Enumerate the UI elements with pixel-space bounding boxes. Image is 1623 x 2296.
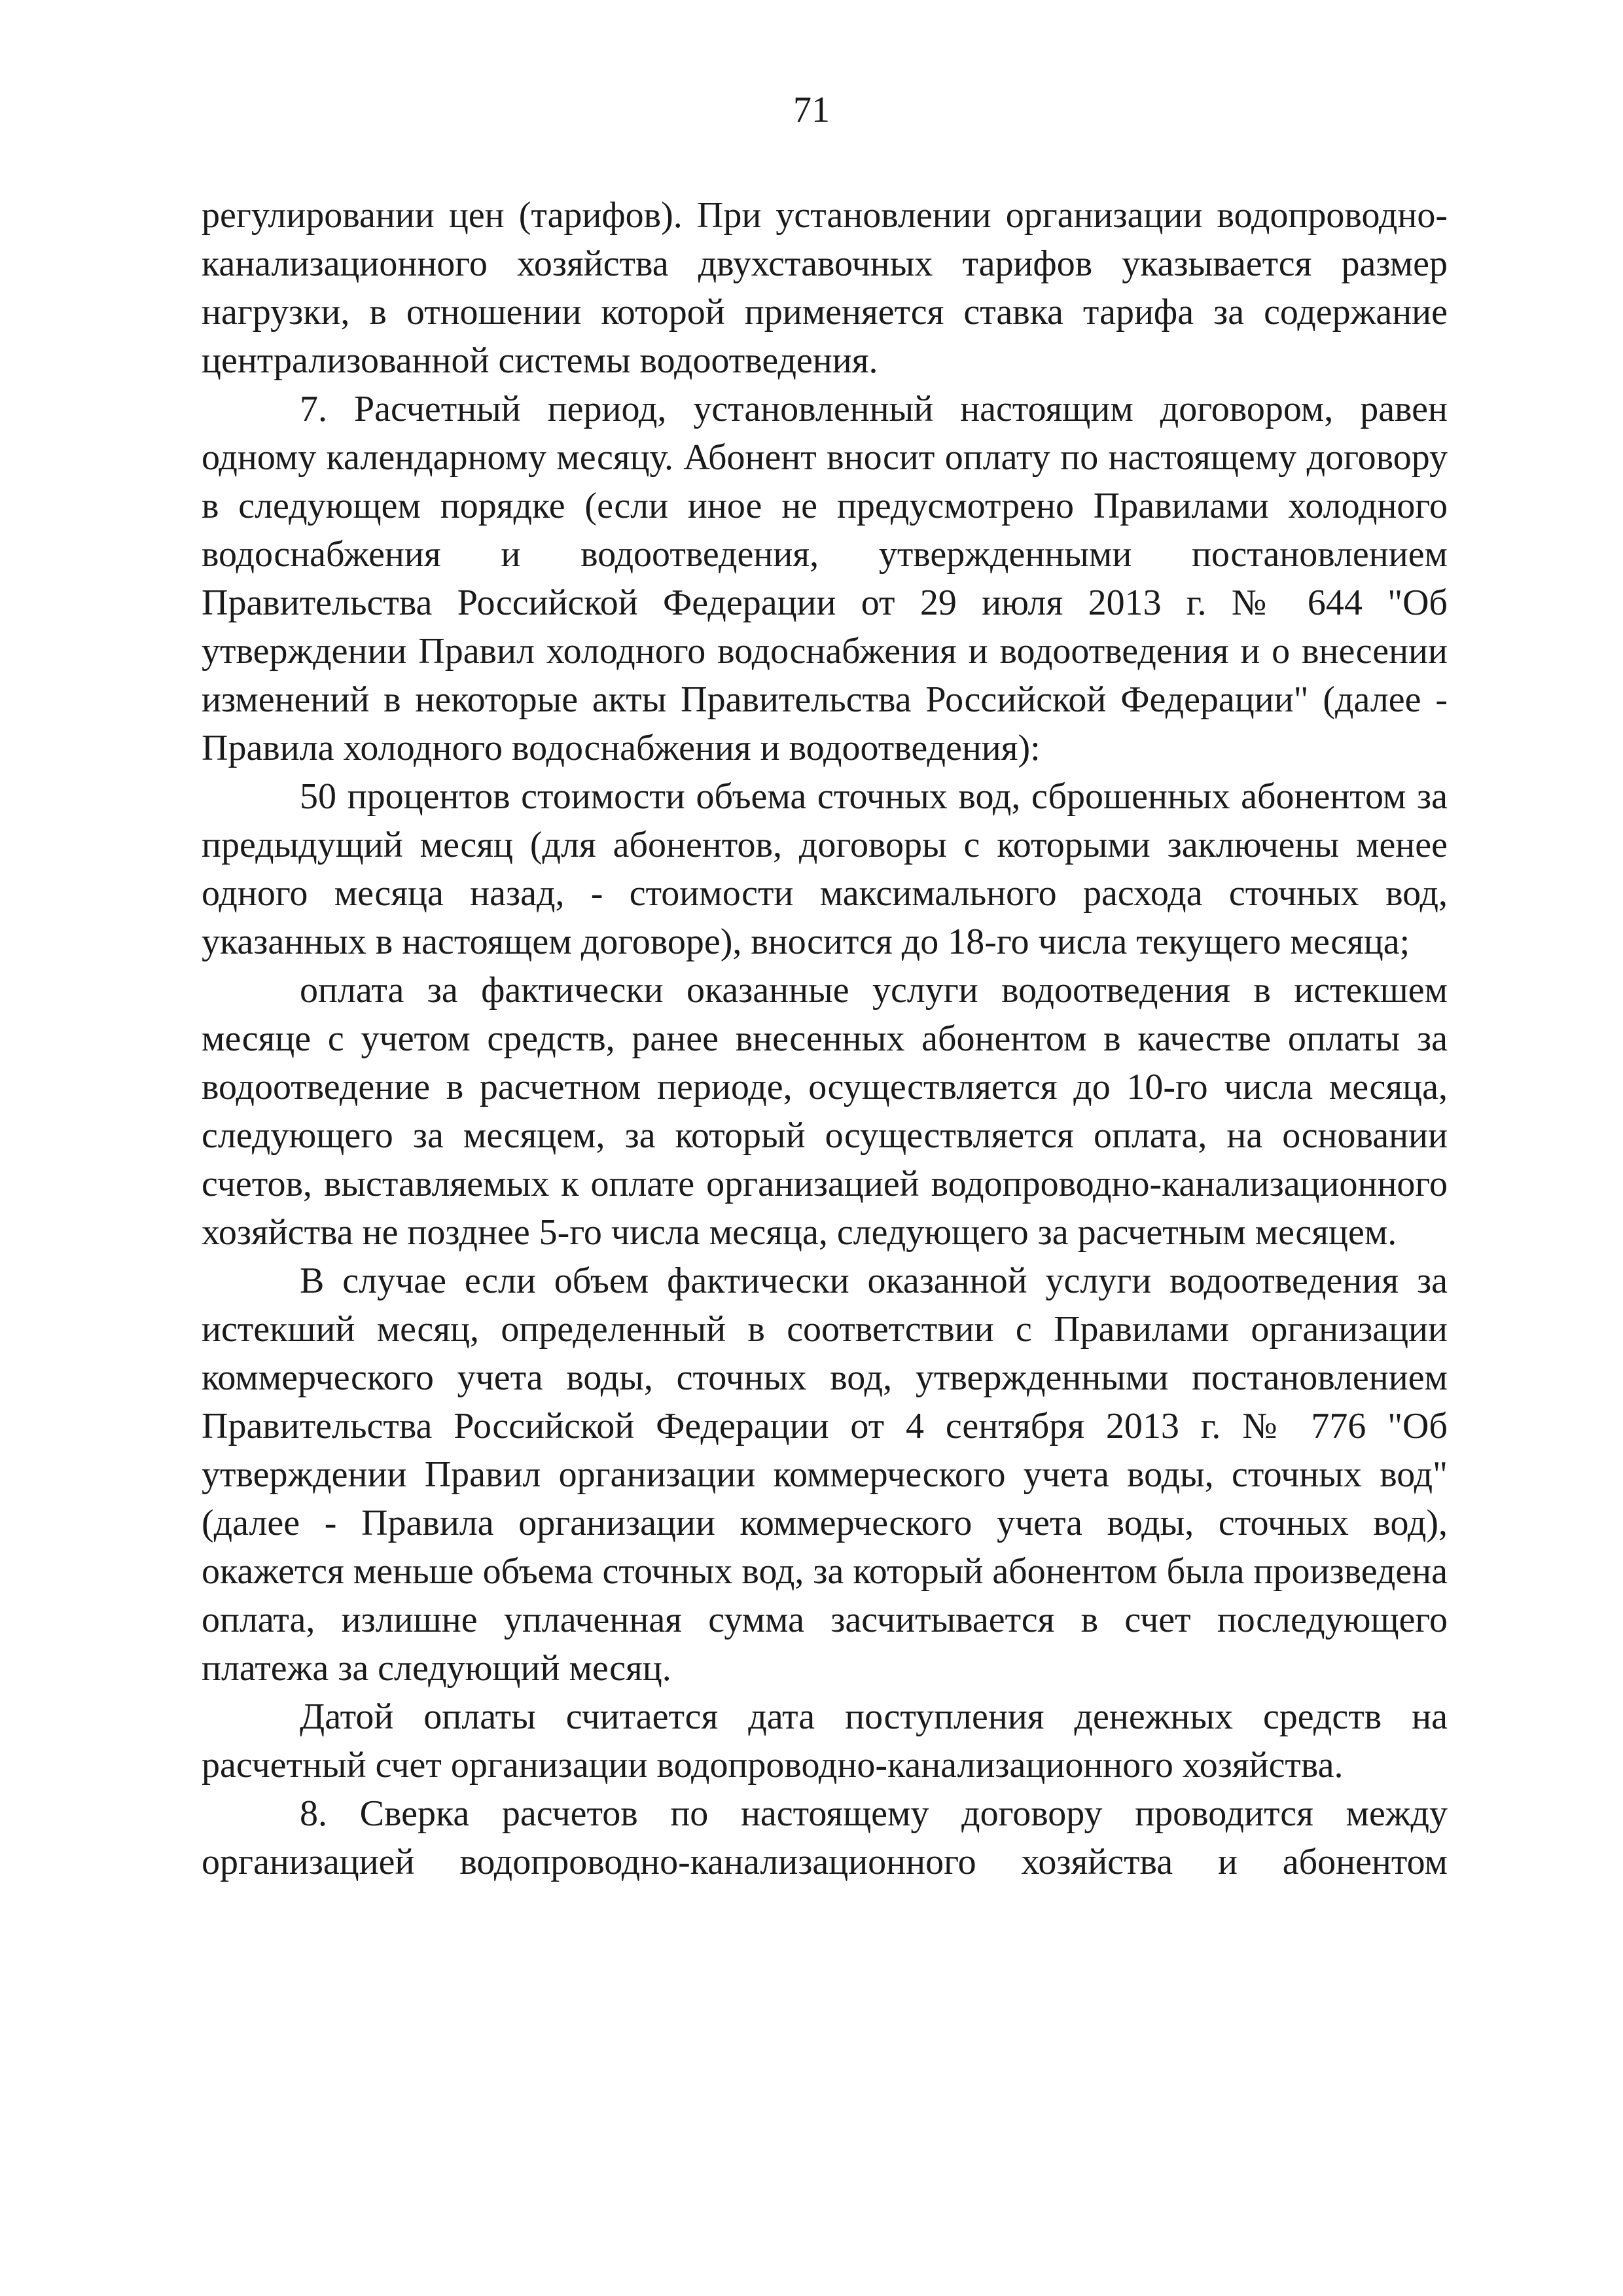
paragraph-continuation: регулировании цен (тарифов). При установлении организации водопроводно-канализационного хозяйства двухставочных тарифов указывается размер нагрузки, в отношении которой применяется ставка тарифа за содержание централизованной системы водоотведения. — [202, 195, 1448, 381]
paragraph-payment-date: Датой оплаты считается дата поступления денежных средств на расчетный счет организации водопроводно-канализационного хозяйства. — [202, 1696, 1448, 1785]
paragraph-overpayment: В случае если объем фактически оказанной услуги водоотведения за истекший месяц, определенный в соответствии с Правилами организации коммерческого учета воды, сточных вод, утвержденными постановлением Правительства Российской Федерации от 4 сентября 2013 г. № 776 "Об утверждении Правил организации коммерческого учета воды, сточных вод" (далее - Правила организации коммерческого учета воды, сточных вод), окажется меньше объема сточных вод, за который абонентом была произведена оплата, излишне уплаченная сумма засчитывается в счет последующего платежа за следующий месяц. — [202, 1261, 1448, 1689]
paragraph-actual-payment: оплата за фактически оказанные услуги водоотведения в истекшем месяце с учетом средств, ранее внесенных абонентом в качестве оплаты за водоотведение в расчетном периоде, осуществляется до 10-го числа месяца, следующего за месяцем, за который осуществляется оплата, на основании счетов, выставляемых к оплате организацией водопроводно-канализационного хозяйства не позднее 5-го числа месяца, следующего за расчетным месяцем. — [202, 970, 1448, 1253]
paragraph-advance-payment: 50 процентов стоимости объема сточных вод, сброшенных абонентом за предыдущий месяц (для абонентов, договоры с которыми заключены менее одного месяца назад, - стоимости максимального расхода сточных вод, указанных в настоящем договоре), вносится до 18-го числа текущего месяца; — [202, 776, 1448, 962]
paragraph-item-7: 7. Расчетный период, установленный настоящим договором, равен одному календарному месяцу. Абонент вносит оплату по настоящему договору в следующем порядке (если иное не предусмотрено Правилами холодного водоснабжения и водоотведения, утвержденными постановлением Правительства Российской Федерации от 29 июля 2013 г. № 644 "Об утверждении Правил холодного водоснабжения и водоотведения и о внесении изменений в некоторые акты Правительства Российской Федерации" (далее - Правила холодного водоснабжения и водоотведения): — [202, 389, 1448, 768]
page-number: 71 — [793, 90, 830, 130]
document-body — [202, 191, 1448, 1886]
paragraph-item-8: 8. Сверка расчетов по настоящему договору проводится между организацией водопроводно-канализационного хозяйства и абонентом — [202, 1793, 1448, 1882]
